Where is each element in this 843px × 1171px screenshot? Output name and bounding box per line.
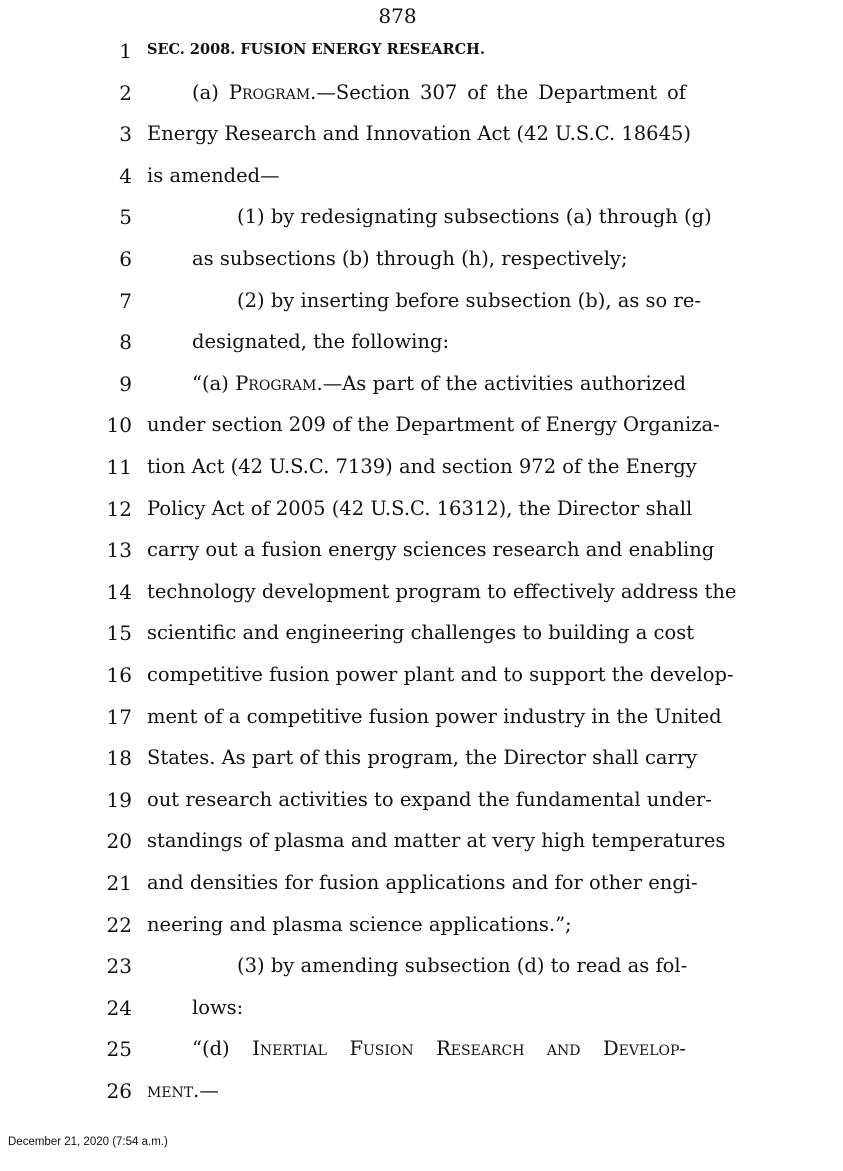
line-text bbox=[147, 413, 720, 437]
line-number: 25 bbox=[106, 1037, 132, 1062]
small-caps-text: Program bbox=[235, 371, 317, 395]
small-caps-text: Inertial Fusion Research and Develop bbox=[252, 1037, 680, 1061]
text-run: tion Act (42 U.S.C. 7139) and section 972 of the Energy bbox=[147, 455, 697, 478]
line-number: 14 bbox=[106, 579, 132, 604]
text-run: States. As part of this program, the Director shall carry bbox=[147, 746, 698, 770]
text-run: Policy Act of 2005 (42 U.S.C. 16312), the Director shall bbox=[147, 496, 693, 520]
line-text bbox=[237, 288, 701, 312]
footer-timestamp: December 21, 2020 (7:54 a.m.) bbox=[8, 1136, 168, 1148]
line-number: 10 bbox=[106, 413, 132, 438]
line-number: 23 bbox=[106, 954, 132, 979]
text-run: designated, the following: bbox=[192, 330, 450, 354]
text-run: SEC. 2008. FUSION ENERGY RESEARCH. bbox=[147, 41, 485, 58]
text-line bbox=[0, 280, 843, 322]
text-run: lows: bbox=[192, 995, 244, 1019]
line-text bbox=[147, 455, 697, 478]
text-run: (a) bbox=[192, 80, 229, 104]
line-text bbox=[147, 829, 726, 853]
text-run: carry out a fusion energy sciences research and enabling bbox=[147, 538, 715, 562]
line-text bbox=[147, 164, 686, 187]
text-run: .— bbox=[193, 1079, 219, 1102]
text-line bbox=[0, 696, 843, 738]
line-number: 1 bbox=[119, 39, 132, 63]
text-line bbox=[0, 987, 843, 1029]
line-text bbox=[147, 1079, 686, 1102]
section-heading bbox=[147, 41, 687, 58]
line-text bbox=[147, 122, 692, 146]
line-text bbox=[237, 954, 686, 977]
text-run: “(d) bbox=[192, 1037, 253, 1061]
line-text bbox=[192, 372, 686, 395]
text-run: is amended— bbox=[147, 163, 280, 187]
text-run: Energy Research and Innovation Act (42 U.S.C. 18645) bbox=[147, 122, 692, 146]
text-line bbox=[0, 862, 843, 904]
line-text bbox=[147, 621, 695, 645]
text-line bbox=[0, 737, 843, 779]
line-text bbox=[192, 1037, 686, 1060]
line-text bbox=[192, 330, 686, 353]
text-line bbox=[0, 363, 843, 405]
small-caps-text: ment bbox=[147, 1079, 194, 1102]
text-run: (3) by amending subsection (d) to read as fol- bbox=[237, 954, 688, 978]
text-run: scientific and engineering challenges to building a cost bbox=[147, 621, 695, 645]
line-number: 11 bbox=[106, 455, 132, 479]
text-line bbox=[0, 404, 843, 446]
text-line bbox=[0, 529, 843, 571]
text-line bbox=[0, 820, 843, 862]
line-number: 26 bbox=[106, 1079, 132, 1103]
line-number: 2 bbox=[119, 80, 132, 105]
line-text bbox=[192, 81, 686, 104]
line-number: 3 bbox=[119, 122, 132, 147]
text-run: standings of plasma and matter at very high temperatures bbox=[147, 829, 726, 853]
text-run: as subsections (b) through (h), respectively; bbox=[192, 247, 628, 270]
text-line bbox=[0, 904, 843, 946]
line-text bbox=[147, 663, 734, 686]
line-number: 18 bbox=[106, 746, 132, 771]
line-text bbox=[192, 996, 686, 1019]
text-line bbox=[0, 654, 843, 696]
line-number: 19 bbox=[106, 787, 132, 812]
text-line bbox=[0, 1028, 843, 1070]
text-line bbox=[0, 30, 843, 72]
line-number: 21 bbox=[106, 871, 132, 895]
line-number: 9 bbox=[119, 371, 132, 396]
line-text bbox=[147, 746, 698, 770]
text-line bbox=[0, 571, 843, 613]
text-line bbox=[0, 155, 843, 197]
line-text bbox=[147, 538, 715, 562]
line-number: 8 bbox=[119, 330, 132, 355]
text-line bbox=[0, 612, 843, 654]
line-number: 5 bbox=[119, 205, 132, 230]
line-text bbox=[147, 496, 693, 520]
line-text bbox=[147, 579, 737, 603]
text-line bbox=[0, 72, 843, 114]
text-run: (1) by redesignating subsections (a) through (g) bbox=[237, 205, 712, 229]
line-number: 6 bbox=[119, 247, 132, 271]
line-text bbox=[237, 205, 712, 229]
text-run: .—Section 307 of the Department of bbox=[310, 80, 686, 104]
line-text bbox=[147, 704, 722, 728]
text-line bbox=[0, 488, 843, 530]
line-number: 15 bbox=[106, 621, 132, 646]
line-text bbox=[192, 247, 686, 270]
text-run: neering and plasma science applications.”; bbox=[147, 912, 572, 936]
line-text bbox=[147, 871, 698, 894]
page-number: 878 bbox=[378, 4, 417, 28]
line-number: 20 bbox=[106, 829, 132, 854]
text-run: ment of a competitive fusion power industry in the United bbox=[147, 704, 722, 728]
text-run: and densities for fusion applications and for other engi- bbox=[147, 871, 698, 894]
text-run: under section 209 of the Department of Energy Organiza- bbox=[147, 413, 720, 437]
text-run: - bbox=[679, 1037, 686, 1061]
line-number: 22 bbox=[106, 912, 132, 937]
line-number: 24 bbox=[106, 995, 132, 1020]
text-run: competitive fusion power plant and to support the develop- bbox=[147, 663, 734, 686]
line-number: 4 bbox=[119, 163, 132, 188]
text-run: .—As part of the activities authorized bbox=[316, 371, 686, 395]
line-number: 12 bbox=[106, 496, 132, 521]
line-text bbox=[147, 913, 686, 936]
text-run: technology development program to effectively address the bbox=[147, 579, 737, 603]
text-line bbox=[0, 446, 843, 488]
line-number: 13 bbox=[106, 538, 132, 563]
text-line bbox=[0, 321, 843, 363]
line-number: 16 bbox=[106, 663, 132, 687]
text-line bbox=[0, 113, 843, 155]
text-line bbox=[0, 945, 843, 987]
text-line bbox=[0, 238, 843, 280]
text-line bbox=[0, 779, 843, 821]
text-line bbox=[0, 196, 843, 238]
text-run: (2) by inserting before subsection (b), as so re- bbox=[237, 288, 701, 312]
text-run: out research activities to expand the fundamental under- bbox=[147, 787, 712, 811]
line-number: 17 bbox=[106, 704, 132, 729]
small-caps-text: Program bbox=[228, 80, 311, 104]
line-number: 7 bbox=[119, 288, 132, 313]
text-run: “(a) bbox=[192, 371, 236, 395]
text-line bbox=[0, 1070, 843, 1112]
line-text bbox=[147, 787, 712, 811]
